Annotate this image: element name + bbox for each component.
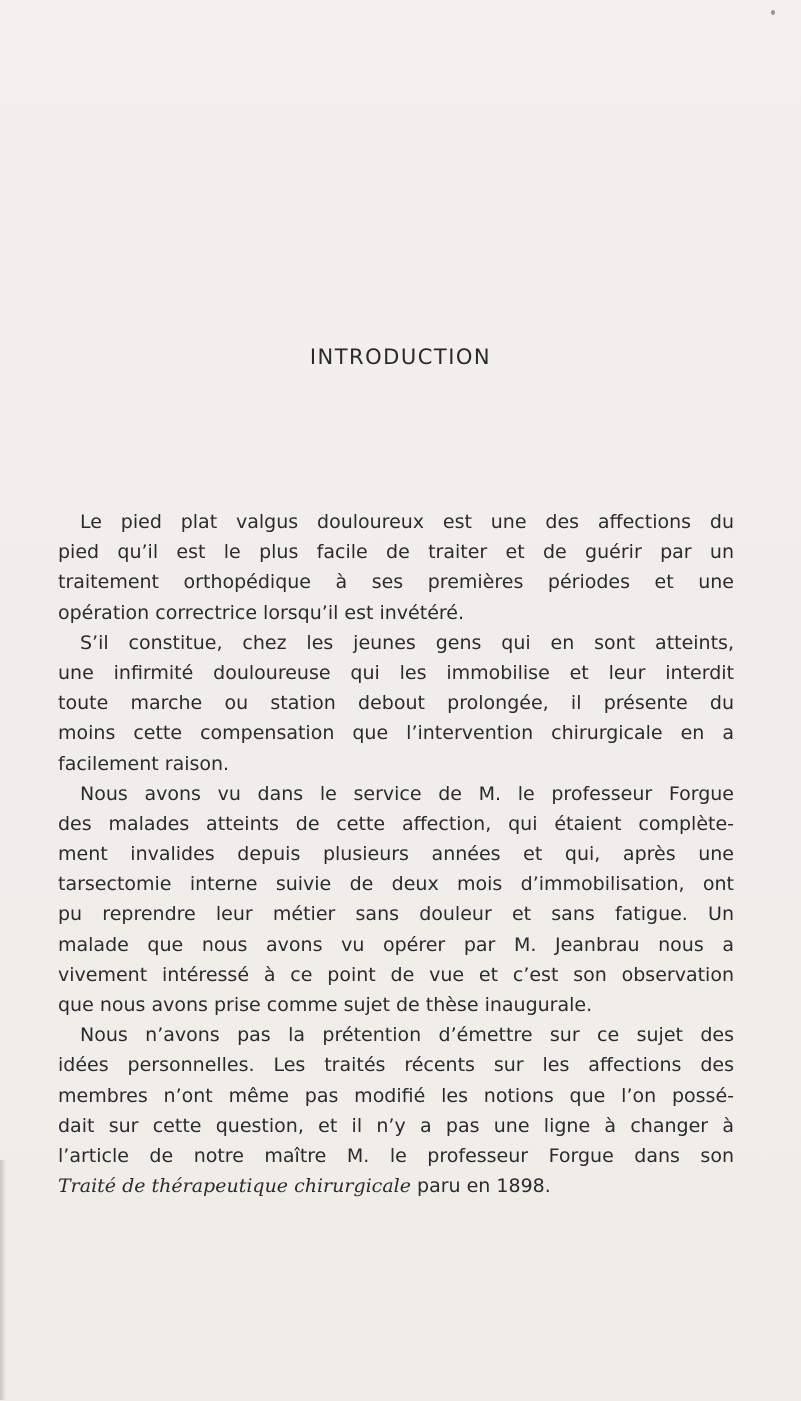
text-line: vivement intéressé à ce point de vue et c’est son observation bbox=[58, 963, 734, 986]
text-line: dait sur cette question, et il n’y a pas une ligne à changer à bbox=[58, 1114, 734, 1137]
text-line: pu reprendre leur métier sans douleur et sans fatigue. Un bbox=[58, 903, 734, 926]
publication-note: paru en 1898. bbox=[410, 1175, 551, 1198]
text-line: malade que nous avons vu opérer par M. Jeanbrau nous a bbox=[58, 933, 734, 956]
text-line-final bbox=[58, 1171, 734, 1201]
text-line: idées personnelles. Les traités récents sur les affections des bbox=[58, 1054, 734, 1077]
book-title: Traité de thérapeutique chirurgicale bbox=[58, 1175, 411, 1198]
paper-speck bbox=[771, 10, 775, 15]
text-line: Nous avons vu dans le service de M. le professeur Forgue bbox=[80, 782, 734, 805]
text-line: ment invalides depuis plusieurs années et qui, après une bbox=[58, 843, 734, 866]
text-line: Nous n’avons pas la prétention d’émettre sur ce sujet des bbox=[80, 1024, 734, 1047]
text-line: Le pied plat valgus douloureux est une des affections du bbox=[80, 511, 734, 533]
text-line: opération correctrice lorsqu’il est invétéré. bbox=[58, 601, 465, 624]
text-line: tarsectomie interne suivie de deux mois d’immobilisation, ont bbox=[58, 873, 734, 896]
text-line: membres n’ont même pas modifié les notions que l’on possé- bbox=[58, 1084, 734, 1107]
text-line: S’il constitue, chez les jeunes gens qui en sont atteints, bbox=[80, 631, 734, 654]
text-line: facilement raison. bbox=[58, 752, 230, 775]
text-line: moins cette compensation que l’intervention chirurgicale en a bbox=[58, 722, 734, 745]
page-edge-shadow bbox=[0, 1160, 6, 1400]
text-line: une infirmité douloureuse qui les immobilise et leur interdit bbox=[58, 661, 734, 684]
page-title: INTRODUCTION bbox=[309, 345, 492, 369]
text-line: des malades atteints de cette affection, qui étaient complète- bbox=[58, 812, 734, 835]
text-line: traitement orthopédique à ses premières périodes et une bbox=[58, 571, 734, 594]
text-line: l’article de notre maître M. le professeur Forgue dans son bbox=[58, 1144, 734, 1167]
text-line: que nous avons prise comme sujet de thèse inaugurale. bbox=[58, 994, 593, 1016]
body-text bbox=[58, 507, 734, 1201]
text-line: pied qu’il est le plus facile de traiter et de guérir par un bbox=[58, 541, 734, 564]
text-line: toute marche ou station debout prolongée, il présente du bbox=[58, 692, 734, 715]
